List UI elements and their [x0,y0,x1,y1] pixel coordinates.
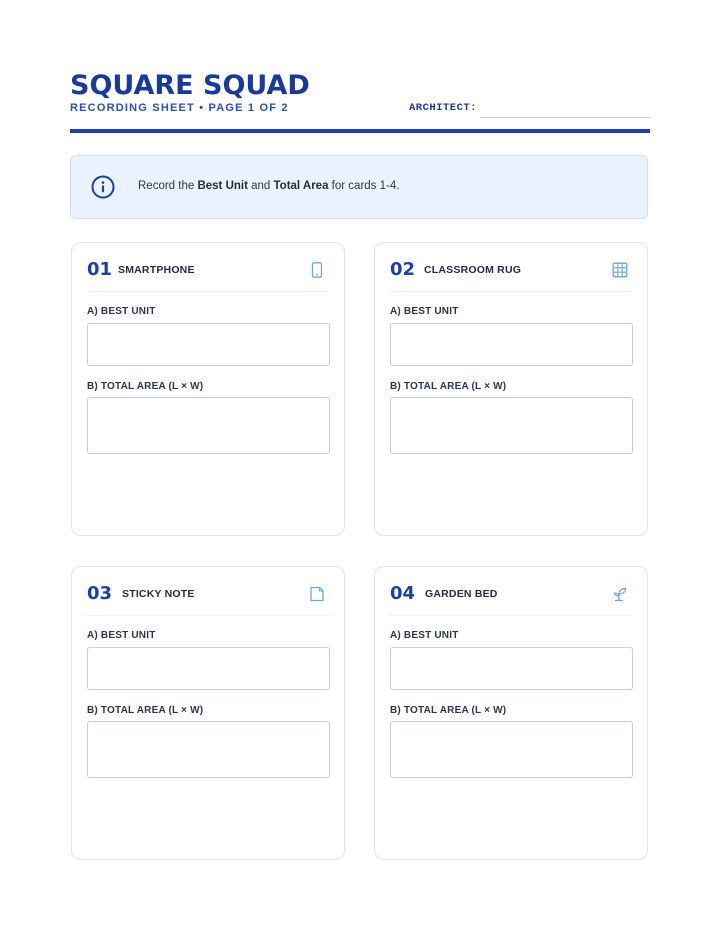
card-garden-bed [374,566,648,860]
card-title: SMARTPHONE [118,264,195,276]
total-area-label: B) TOTAL AREA (L × W) [390,705,507,716]
best-unit-label: A) BEST UNIT [390,630,459,641]
best-unit-emphasis: Best Unit [197,180,248,192]
info-icon [91,175,115,199]
page-subtitle: RECORDING SHEET • PAGE 1 OF 2 [70,102,289,114]
best-unit-input[interactable] [87,647,330,690]
total-area-emphasis: Total Area [273,180,329,192]
card-number: 01 [87,259,113,280]
sprout-icon [612,586,628,602]
card-header [390,259,632,292]
sticky-note-icon [309,586,325,602]
total-area-label: B) TOTAL AREA (L × W) [87,705,204,716]
page-title: SQUARE SQUAD [70,70,310,101]
card-classroom-rug [374,242,648,536]
architect-name-line[interactable] [480,117,650,118]
best-unit-label: A) BEST UNIT [87,306,156,317]
best-unit-label: A) BEST UNIT [87,630,156,641]
subtitle-row [70,102,650,122]
card-title: GARDEN BED [425,588,498,600]
architect-label: ARCHITECT: [409,102,478,114]
best-unit-input[interactable] [87,323,330,366]
total-area-label: B) TOTAL AREA (L × W) [390,381,507,392]
card-header [87,583,329,616]
card-header [87,259,329,292]
total-area-input[interactable] [390,721,633,778]
total-area-input[interactable] [87,397,330,454]
card-number: 03 [87,583,113,604]
best-unit-input[interactable] [390,647,633,690]
best-unit-label: A) BEST UNIT [390,306,459,317]
card-header [390,583,632,616]
card-smartphone [71,242,345,536]
total-area-input[interactable] [390,397,633,454]
smartphone-icon [309,262,325,278]
grid-icon [612,262,628,278]
page-header [70,70,650,122]
instruction-text: Record the Best Unit and Total Area for cards 1-4. [138,180,400,192]
card-number: 04 [390,583,416,604]
card-sticky-note [71,566,345,860]
card-number: 02 [390,259,416,280]
best-unit-input[interactable] [390,323,633,366]
instruction-banner [70,155,648,219]
card-title: CLASSROOM RUG [424,264,522,276]
header-rule [70,129,650,133]
total-area-input[interactable] [87,721,330,778]
total-area-label: B) TOTAL AREA (L × W) [87,381,204,392]
card-title: STICKY NOTE [122,588,195,600]
